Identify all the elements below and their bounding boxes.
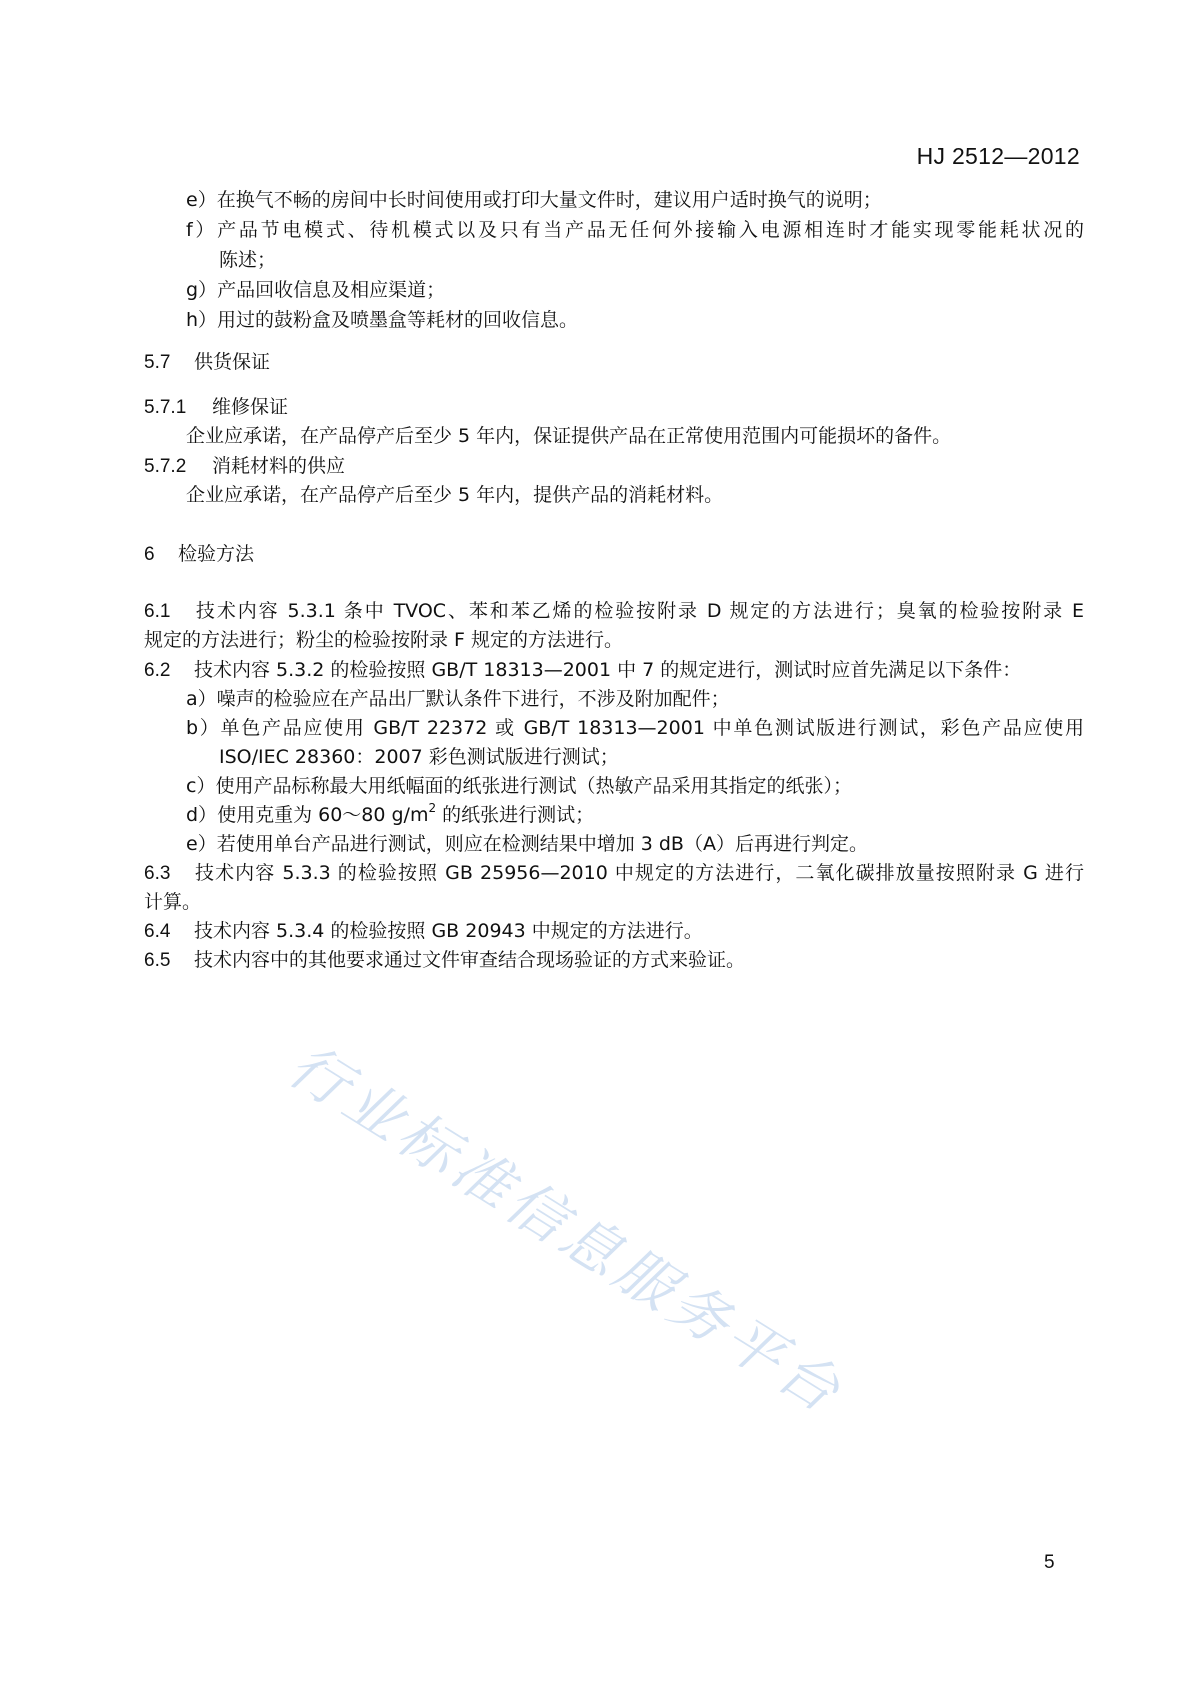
paragraph-6-3-continuation: 计算。 <box>144 891 202 913</box>
section-number: 5.7.1 <box>144 397 187 418</box>
list-marker: c） <box>186 775 216 797</box>
paragraph-6-1-continuation: 规定的方法进行；粉尘的检验按附录 F 规定的方法进行。 <box>144 629 624 651</box>
section-heading-6 <box>144 540 1084 569</box>
paragraph-5-7-2: 企业应承诺，在产品停产后至少 5 年内，提供产品的消耗材料。 <box>186 484 724 506</box>
list-text: 产品节电模式、待机模式以及只有当产品无任何外接输入电源相连时才能实现零能耗状况的 <box>217 219 1084 241</box>
list-marker: d） <box>186 804 218 826</box>
section-number: 6.3 <box>144 863 171 884</box>
list-marker: f） <box>186 219 218 241</box>
section-number: 6.1 <box>144 601 171 622</box>
section-heading-5-7-2 <box>144 452 1084 481</box>
list-item-e2 <box>186 830 1126 858</box>
list-item-d <box>186 801 1126 829</box>
section-number: 6.4 <box>144 921 171 942</box>
section-number: 6 <box>144 544 155 565</box>
section-number: 6.5 <box>144 950 171 971</box>
list-item-f <box>186 216 1084 244</box>
list-text: 产品回收信息及相应渠道； <box>217 279 446 301</box>
list-text: 噪声的检验应在产品出厂默认条件下进行，不涉及附加配件； <box>216 688 730 710</box>
paragraph-text: 技术内容 5.3.3 的检验按照 GB 25956—2010 中规定的方法进行，二氧化碳排放量按照附录 G 进行 <box>194 862 1084 884</box>
list-item-h <box>186 306 1126 334</box>
list-item-a <box>186 685 1126 713</box>
paragraph-text: 技术内容中的其他要求通过文件审查结合现场验证的方式来验证。 <box>194 949 746 971</box>
list-item-e <box>186 186 1126 214</box>
paragraph-6-5 <box>144 946 1084 975</box>
section-title: 维修保证 <box>212 396 289 418</box>
section-heading-5-7 <box>144 348 1084 377</box>
list-text-tail: 的纸张进行测试； <box>436 804 595 826</box>
list-text: 若使用单台产品进行测试，则应在检测结果中增加 3 dB（A）后再进行判定。 <box>216 833 868 855</box>
paragraph-6-1 <box>144 597 1084 626</box>
paragraph-6-4 <box>144 917 1084 946</box>
section-number: 5.7 <box>144 352 171 373</box>
paragraph-text: 技术内容 5.3.4 的检验按照 GB 20943 中规定的方法进行。 <box>194 920 703 942</box>
paragraph-6-3 <box>144 859 1084 888</box>
page-number: 5 <box>1044 1552 1055 1573</box>
list-marker: h） <box>186 309 218 331</box>
list-item-b-continuation: ISO/IEC 28360：2007 彩色测试版进行测试； <box>219 746 619 768</box>
superscript: 2 <box>428 800 437 815</box>
list-marker: e） <box>186 189 217 211</box>
paragraph-text: 技术内容 5.3.1 条中 TVOC、苯和苯乙烯的检验按附录 D 规定的方法进行；臭氧的检验按附录 E <box>194 600 1084 622</box>
list-item-b <box>186 714 1084 742</box>
paragraph-text: 技术内容 5.3.2 的检验按照 GB/T 18313—2001 中 7 的规定进行，测试时应首先满足以下条件： <box>194 659 1022 681</box>
paragraph-5-7-1: 企业应承诺，在产品停产后至少 5 年内，保证提供产品在正常使用范围内可能损坏的备件。 <box>186 425 952 447</box>
list-marker: b） <box>186 717 221 739</box>
list-text: 使用产品标称最大用纸幅面的纸张进行测试（热敏产品采用其指定的纸张）； <box>215 775 852 797</box>
list-marker: a） <box>186 688 217 710</box>
list-text: 用过的鼓粉盒及喷墨盒等耗材的回收信息。 <box>217 309 579 331</box>
list-item-c <box>186 772 1126 800</box>
list-marker: e） <box>186 833 217 855</box>
section-title: 供货保证 <box>194 351 271 373</box>
section-number: 5.7.2 <box>144 456 187 477</box>
list-text: 单色产品应使用 GB/T 22372 或 GB/T 18313—2001 中单色测试版进行测试，彩色产品应使用 <box>220 717 1084 739</box>
list-text: 使用克重为 60～80 g/m <box>217 804 429 826</box>
section-number: 6.2 <box>144 660 171 681</box>
section-title: 检验方法 <box>178 543 255 565</box>
list-item-g <box>186 276 1126 304</box>
section-title: 消耗材料的供应 <box>212 455 346 477</box>
document-code-header: HJ 2512—2012 <box>916 143 1080 169</box>
watermark: 行业标准信息服务平台 <box>277 1031 856 1428</box>
list-marker: g） <box>186 279 218 301</box>
list-item-f-continuation: 陈述； <box>219 249 277 271</box>
paragraph-6-2 <box>144 656 1084 685</box>
section-heading-5-7-1 <box>144 393 1084 422</box>
list-text: 在换气不畅的房间中长时间使用或打印大量文件时，建议用户适时换气的说明； <box>216 189 882 211</box>
